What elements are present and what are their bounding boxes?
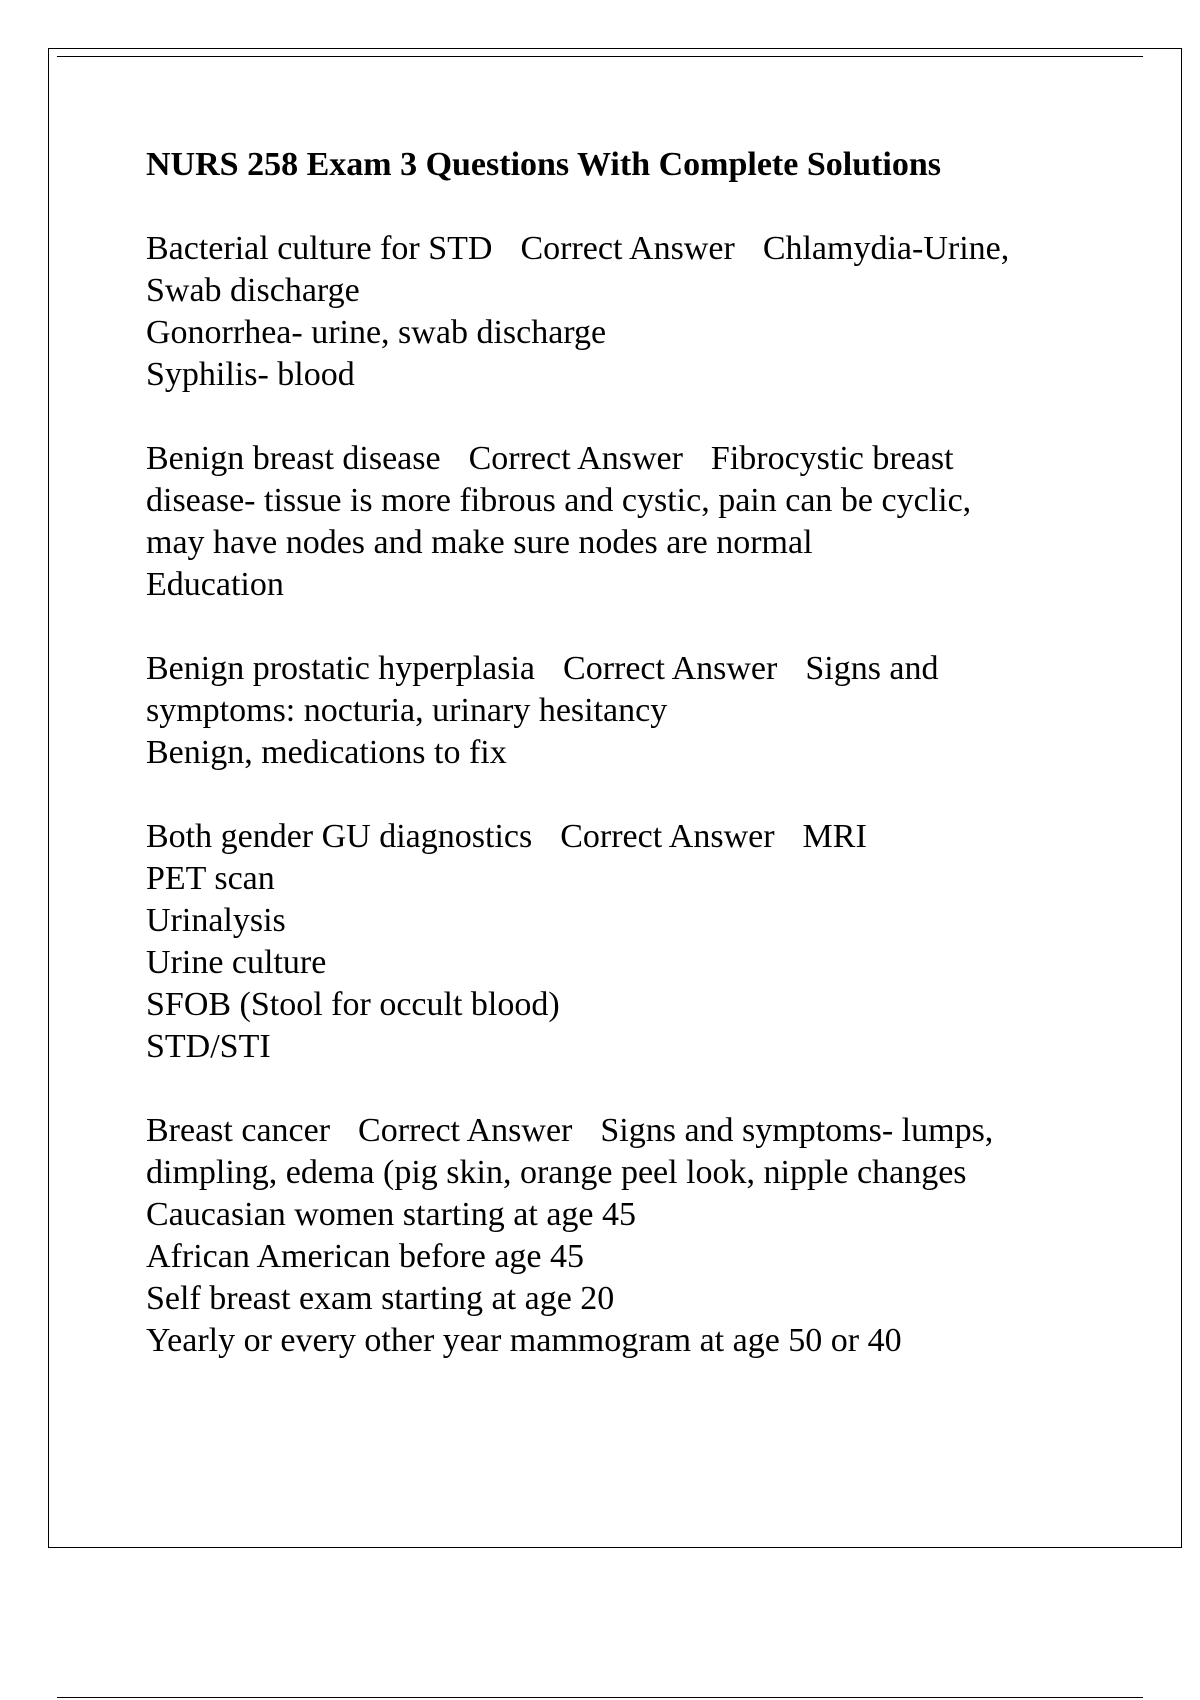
question-text: Bacterial culture for STD (146, 230, 493, 267)
qa-item (146, 1110, 1086, 1362)
answer-line: African American before age 45 (146, 1238, 584, 1275)
answer-line: dimpling, edema (pig skin, orange peel look, nipple changes (146, 1154, 967, 1191)
question-text: Benign prostatic hyperplasia (146, 650, 536, 687)
answer-line: STD/STI (146, 1028, 271, 1065)
qa-first-line (146, 1110, 1086, 1152)
qa-first-line (146, 648, 1086, 690)
qa-item (146, 816, 1086, 1068)
answer-text: Chlamydia-Urine, (762, 230, 1010, 267)
qa-item (146, 648, 1086, 774)
document-title: NURS 258 Exam 3 Questions With Complete Solutions (146, 146, 942, 183)
answer-line: Swab discharge (146, 272, 360, 309)
header-rule (57, 56, 1143, 57)
qa-first-line (146, 228, 1086, 270)
qa-item (146, 438, 1086, 606)
answer-line: SFOB (Stool for occult blood) (146, 986, 560, 1023)
answer-line: Education (146, 566, 284, 603)
correct-answer-label: Correct Answer (468, 440, 683, 477)
correct-answer-label: Correct Answer (358, 1112, 573, 1149)
answer-line: symptoms: nocturia, urinary hesitancy (146, 692, 668, 729)
answer-text: Fibrocystic breast (710, 440, 954, 477)
qa-item (146, 228, 1086, 396)
answer-line: Syphilis- blood (146, 356, 355, 393)
answer-line: Urine culture (146, 944, 327, 981)
answer-line: may have nodes and make sure nodes are normal (146, 524, 813, 561)
answer-line: disease- tissue is more fibrous and cystic, pain can be cyclic, (146, 482, 972, 519)
document-body (146, 144, 1086, 1404)
answer-line: Yearly or every other year mammogram at age 50 or 40 (146, 1322, 902, 1359)
question-text: Both gender GU diagnostics (146, 818, 533, 855)
answer-text: Signs and (805, 650, 939, 687)
correct-answer-label: Correct Answer (520, 230, 735, 267)
question-text: Benign breast disease (146, 440, 441, 477)
answer-line: Urinalysis (146, 902, 286, 939)
answer-line: Caucasian women starting at age 45 (146, 1196, 637, 1233)
footer-rule (57, 1697, 1143, 1698)
answer-line: PET scan (146, 860, 275, 897)
question-text: Breast cancer (146, 1112, 331, 1149)
answer-line: Gonorrhea- urine, swab discharge (146, 314, 607, 351)
correct-answer-label: Correct Answer (563, 650, 778, 687)
qa-first-line (146, 438, 1086, 480)
answer-text: MRI (802, 818, 867, 855)
qa-first-line (146, 816, 1086, 858)
correct-answer-label: Correct Answer (560, 818, 775, 855)
answer-line: Benign, medications to fix (146, 734, 507, 771)
answer-text: Signs and symptoms- lumps, (600, 1112, 994, 1149)
answer-line: Self breast exam starting at age 20 (146, 1280, 615, 1317)
